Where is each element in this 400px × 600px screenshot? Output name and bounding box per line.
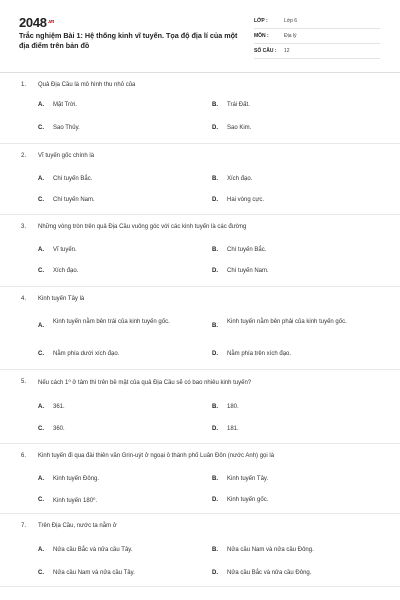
question-number: 2. [21,153,27,159]
question-divider [0,143,400,144]
question-text: Quả Địa Cầu là mô hình thu nhỏ của [38,82,136,88]
option-letter: A. [38,476,44,482]
option-text: 180. [227,404,239,410]
option-text: Nửa cầu Bắc và nửa cầu Tây. [53,547,133,553]
option-text: Kinh tuyến 180⁰. [53,498,98,504]
option-letter: C. [38,125,44,131]
meta-class-value: Lớp 6 [284,18,298,24]
meta-count [254,44,380,59]
question-text: Kinh tuyến Tây là [38,296,85,302]
option-text: Chí tuyến Bắc. [227,247,267,253]
option-text: 360. [53,426,65,432]
question-divider [0,443,400,444]
logo-text: 2048 [19,15,47,30]
option-text: Kinh tuyến gốc. [227,497,269,503]
meta-count-value: 12 [284,48,290,54]
option-text: Vĩ tuyến. [53,247,77,253]
question-divider [0,214,400,215]
option-letter: D. [212,497,218,503]
option-letter: C. [38,268,44,274]
question-divider [0,369,400,370]
logo-suffix: .vn [47,19,55,25]
meta-subject-value: Địa lý [284,33,297,39]
option-letter: B. [212,102,218,108]
option-text: Kinh tuyến nằm bên trái của kinh tuyến gốc. [53,319,170,325]
meta-subject [254,29,380,44]
option-text: Kinh tuyến Tây. [227,476,269,482]
question-divider [0,513,400,514]
option-letter: D. [212,197,218,203]
option-text: Xích đạo. [53,268,79,274]
option-letter: A. [38,102,44,108]
option-letter: B. [212,323,218,329]
document-header [0,0,400,68]
option-letter: D. [212,351,218,357]
option-letter: B. [212,476,218,482]
meta-class [254,14,380,29]
option-letter: B. [212,547,218,553]
question-number: 5. [21,379,27,385]
option-text: Kinh tuyến Đông. [53,476,100,482]
option-letter: B. [212,247,218,253]
option-letter: C. [38,570,44,576]
option-text: Nửa cầu Nam và nửa cầu Đông. [227,547,314,553]
option-text: Chí tuyến Nam. [53,197,95,203]
document-title: Trắc nghiệm Bài 1: Hệ thống kinh vĩ tuyến. Tọa độ địa lí của một địa điểm trên bản đồ [19,31,238,50]
option-text: Hai vòng cực. [227,197,265,203]
option-letter: D. [212,268,218,274]
option-letter: B. [212,404,218,410]
option-letter: D. [212,570,218,576]
option-text: 181. [227,426,239,432]
option-letter: C. [38,426,44,432]
option-text: Trái Đất. [227,102,250,108]
option-text: Nửa cầu Nam và nửa cầu Tây. [53,570,135,576]
question-number: 6. [21,453,27,459]
option-text: Chí tuyến Nam. [227,268,269,274]
question-text: Vĩ tuyến gốc chính là [38,153,95,159]
option-letter: A. [38,323,44,329]
question-number: 4. [21,296,27,302]
option-text: Kinh tuyến nằm bên phải của kinh tuyến gốc. [227,319,347,325]
option-text: Sao Kim. [227,125,252,131]
question-divider [0,286,400,287]
meta-class-label: LỚP : [254,18,268,24]
option-letter: C. [38,197,44,203]
option-text: Chí tuyến Bắc. [53,176,93,182]
site-logo[interactable] [19,15,54,30]
meta-subject-label: MÔN : [254,33,269,39]
option-text: Mặt Trời. [53,102,77,108]
option-text: Nửa cầu Bắc và nửa cầu Đông. [227,570,312,576]
option-letter: D. [212,426,218,432]
option-letter: A. [38,404,44,410]
option-letter: A. [38,247,44,253]
question-number: 1. [21,82,27,88]
option-letter: D. [212,125,218,131]
question-text: Nếu cách 1⁰ ở tâm thì trên bề mặt của quả Địa Cầu sẽ có bao nhiêu kinh tuyến? [38,380,252,386]
question-text: Những vòng tròn trên quả Địa Cầu vuông góc với các kinh tuyến là các đường [38,224,247,230]
meta-count-label: SỐ CÂU : [254,48,277,54]
option-text: Nằm phía trên xích đạo. [227,351,292,357]
question-divider [0,586,400,587]
option-text: Xích đạo. [227,176,253,182]
option-letter: C. [38,351,44,357]
question-number: 3. [21,224,27,230]
option-letter: B. [212,176,218,182]
option-text: Nằm phía dưới xích đạo. [53,351,120,357]
question-text: Kinh tuyến đi qua đài thiên văn Grin-uýt ở ngoại ô thành phố Luân Đôn (nước Anh) gọi là [38,453,275,459]
option-text: 361. [53,404,65,410]
question-number: 7. [21,523,27,529]
option-letter: A. [38,176,44,182]
option-text: Sao Thủy. [53,125,80,131]
header-divider [0,72,400,73]
question-text: Trên Địa Cầu, nước ta nằm ở [38,523,117,529]
option-letter: C. [38,497,44,503]
option-letter: A. [38,547,44,553]
